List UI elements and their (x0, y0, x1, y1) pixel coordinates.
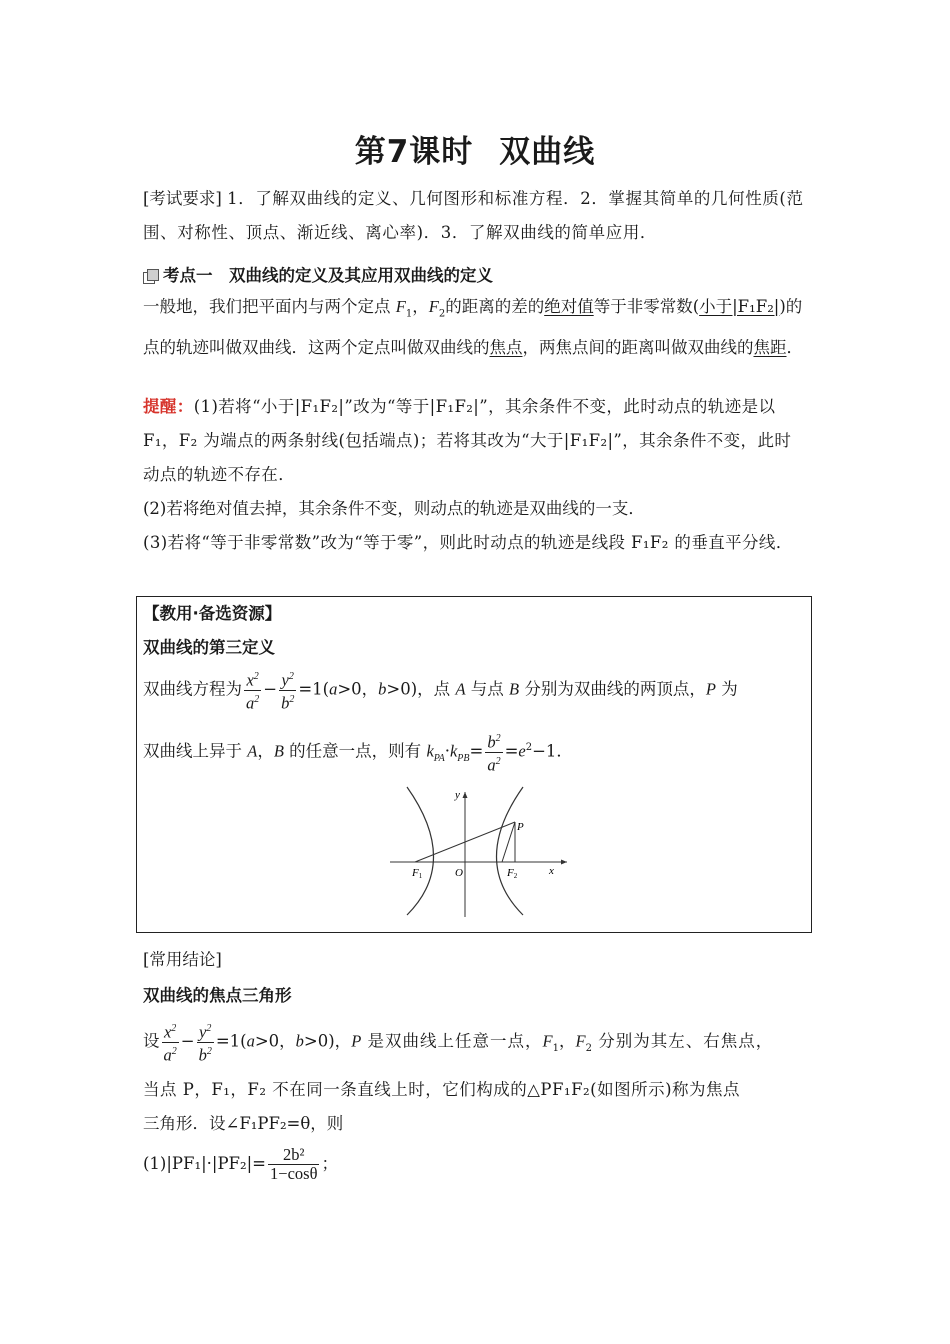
fraction-y2-b2: $\frac{y^2}{b^2}$ (279, 668, 296, 712)
hyperbola-figure (385, 782, 575, 922)
fraction-2b2-over-1-cos: $\frac{\text{2b²}}{1-\cos\theta}$ (270, 1145, 318, 1183)
x-axis-arrow (561, 860, 567, 865)
resource-subtitle: 双曲线的第三定义 (143, 638, 275, 657)
conclusion-label: [常用结论] (143, 950, 222, 969)
requirements-label: [考试要求] (143, 189, 222, 208)
conclusion-line2: 当点 P，F₁，F₂ 不在同一条直线上时，它们构成的△PF₁F₂(如图所示)称为焦点 (143, 1080, 741, 1099)
fraction-x2-a2-conclusion: $\frac{x^2}{a^2}$ (162, 1020, 179, 1064)
reminder-paragraph: 提醒：(1)若将“小于|F₁F₂|”改为“等于|F₁F₂|”，其余条件不变，此时动点的轨迹是以 F₁，F₂ 为端点的两条射线(包括端点)；若将其改为“大于|F₁F₂|”，其余条件不变，此时动点的轨迹不存在． (143, 397, 792, 484)
label-p: P (517, 821, 524, 833)
label-x: x (549, 865, 554, 877)
underline-focal-distance: 焦距 (753, 338, 787, 358)
section-icon (143, 269, 157, 283)
resource-header: 【教用·备选资源】 (143, 604, 282, 623)
third-definition-line2: 双曲线上异于 A，B 的任意一点，则有 $k_{PA}\cdot k_{PB}=$ $\frac{b^2}{a^2}$ $=e^2-1$． (143, 730, 573, 774)
label-origin: O (455, 867, 463, 879)
conclusion-subtitle: 双曲线的焦点三角形 (143, 986, 292, 1005)
page-title: 第7课时 双曲线 (354, 134, 596, 170)
underline-absolute-value: 绝对值 (544, 297, 594, 316)
fraction-x2-a2: $\frac{x^2}{a^2}$ (244, 668, 261, 712)
definition-paragraph: 一般地，我们把平面内与两个定点 $F_1$，$F_2$的距离的差的绝对值等于非零常数(小于|F₁F₂|)的点的轨迹叫做双曲线．这两个定点叫做双曲线的焦点，两焦点间的距离叫做双曲线的焦距． (143, 297, 803, 358)
fraction-b2-a2: $\frac{b^2}{a^2}$ (485, 730, 502, 774)
reminder-item-3: (3)若将“等于非零常数”改为“等于零”，则此时动点的轨迹是线段 F₁F₂ 的垂直平分线． (143, 533, 793, 552)
fraction-y2-b2-conclusion: $\frac{y^2}{b^2}$ (197, 1020, 214, 1064)
left-branch (407, 787, 434, 915)
underline-focus: 焦点 (489, 338, 523, 358)
label-f1: F1 (412, 867, 423, 880)
underline-less-than: 小于|F₁F₂| (699, 297, 780, 316)
requirements-text: 1．了解双曲线的定义、几何图形和标准方程．2．掌握其简单的几何性质(范围、对称性、顶点、渐近线、离心率)．3．了解双曲线的简单应用． (143, 189, 804, 242)
reminder-item-2: (2)若将绝对值去掉，其余条件不变，则动点的轨迹是双曲线的一支． (143, 499, 645, 518)
segment-p-vertex (502, 822, 515, 862)
conclusion-line1: 设 $\frac{x^2}{a^2}$ − $\frac{y^2}{b^2}$ =1(a>0，b>0)，P 是双曲线上任意一点，$F_1$，$F_2$ 分别为其左、右焦点， (143, 1020, 773, 1064)
conclusion-formula: (1)|PF₁|·|PF₂|= $\frac{\text{2b²}}{1-\cos\theta}$ ； (143, 1145, 338, 1183)
right-branch (497, 787, 524, 915)
third-definition-line1: 双曲线方程为 $\frac{x^2}{a^2}$ − $\frac{y^2}{b^2}$ =1(a>0，b>0)，点 A 与点 B 分别为双曲线的两顶点，P 为 (143, 668, 738, 712)
y-axis-arrow (463, 792, 468, 798)
exam-requirements (143, 182, 808, 250)
label-f2: F2 (507, 867, 518, 880)
label-y: y (455, 789, 460, 801)
reminder-label: 提醒： (143, 397, 194, 416)
section-heading: 考点一 双曲线的定义及其应用双曲线的定义 (143, 262, 493, 286)
conclusion-line3: 三角形．设∠F₁PF₂=θ，则 (143, 1114, 344, 1133)
